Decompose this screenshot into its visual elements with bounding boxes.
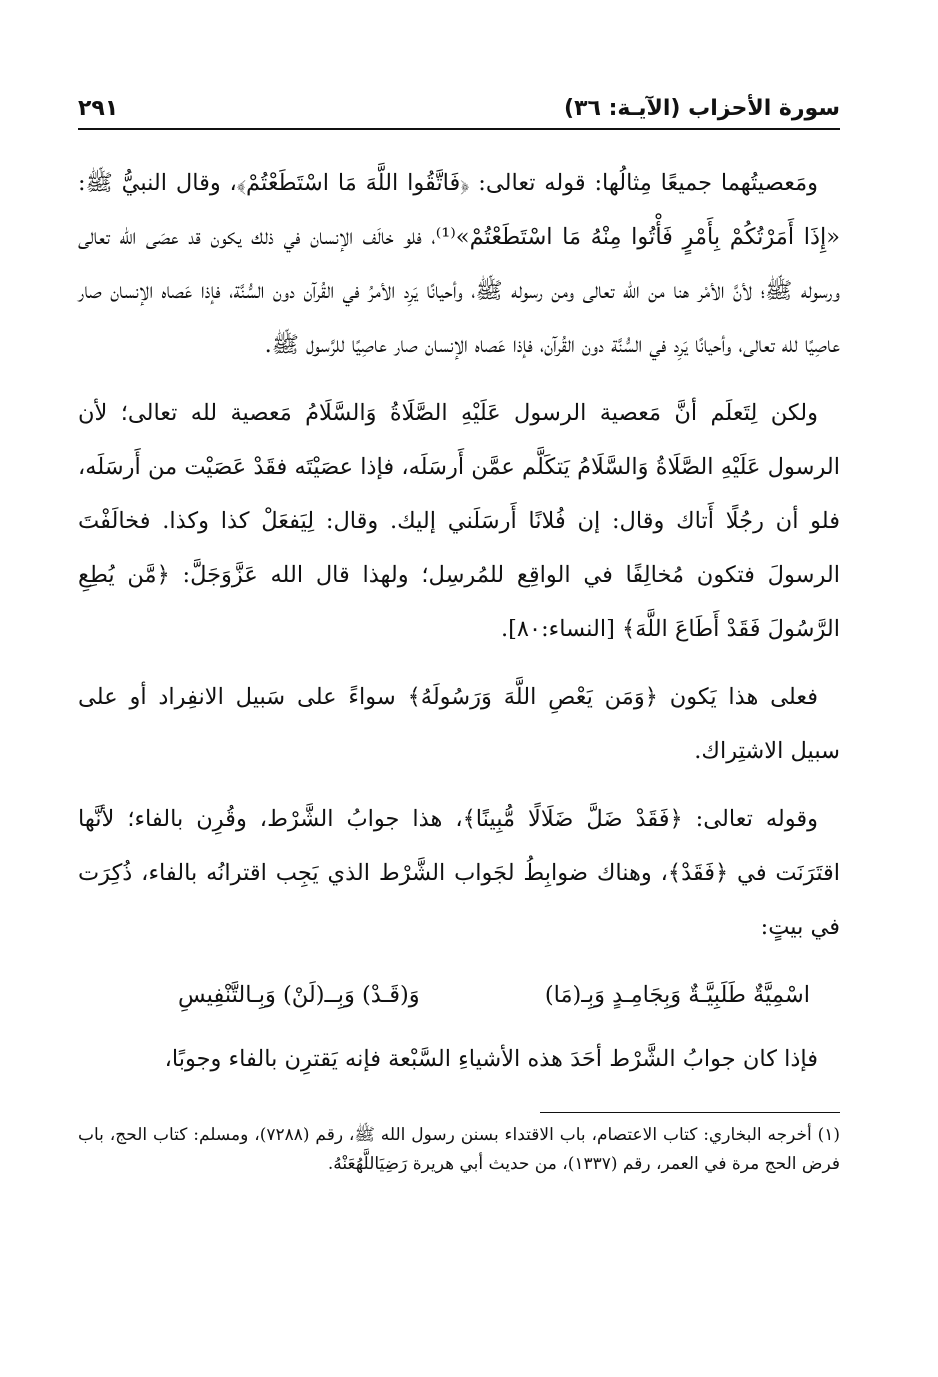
paragraph-1: ومَعصيتُهما جميعًا مِثالُها: قوله تعالى: ﴿فَاتَّقُوا اللَّهَ مَا اسْتَطَعْتُمْ﴾، وقال النبيُّ ﷺ: «إِذَا أَمَرْتُكُمْ بِأَمْرٍ فَأْتُوا مِنْهُ مَا اسْتَطَعْتُمْ»⁽¹⁾، فلو خالَف الإنسان في ذلك يكون قد عصَى الله تعالى ورسوله ﷺ؛ لأنَّ الأمْر هنا من الله تعالى ومن رسوله ﷺ، وأحيانًا يَرِد الأمرُ في القُرآن دون السُّنَّة، فإذا عَصاه الإنسان صار عاصِيًا لله تعالى، وأحيانًا يَرِد في السُّنَّة دون القُرآن، فإذا عَصاه الإنسان صار عاصِيًا للرَّسول ﷺ.: [78, 170, 840, 358]
footnote: (١) أخرجه البخاري: كتاب الاعتصام، باب الاقتداء بسنن رسول الله ﷺ، رقم (٧٢٨٨)، ومسلم: كتاب الحج، باب فرض الحج مرة في العمر، رقم (١٣٣٧)، من حديث أبي هريرة رَضِيَاللَّهُعَنْهُ.: [78, 1125, 840, 1174]
verse-second-hemistich: وَ(قَـدْ) وَبِــ(لَنْ) وَبِـالتَّنْفِيسِ: [178, 982, 420, 1008]
book-page: [78, 88, 840, 1338]
poetry-verse: [78, 968, 840, 1022]
verse-first-hemistich: اسْمِيَّةٌ طَلَبِيَّـةٌ وَبِجَامِـدٍ وَبِـ(مَا): [544, 982, 810, 1008]
paragraph-4: وقوله تعالى: ﴿فَقَدْ ضَلَّ ضَلَالًا مُّبِينًا﴾، هذا جوابُ الشَّرْط، وقُرِن بالفاء؛ لأنَّها اقتَرَنَت في ﴿فَقَدْ﴾، وهناك ضوابِطُ لجَواب الشَّرْط الذي يَجِب اقترانُه بالفاء، ذُكِرَت في بيتٍ:: [78, 806, 840, 940]
running-title: سورة الأحزاب (الآيـة: ٣٦): [564, 96, 840, 121]
paragraph-3: فعلى هذا يَكون ﴿وَمَن يَعْصِ اللَّهَ وَرَسُولَهُ﴾ سواءً على سَبيل الانفِراد أو على سبيل الاشتِراك.: [78, 684, 840, 764]
paragraph-2: ولكن لِتَعلَم أنَّ مَعصية الرسول عَلَيْهِ الصَّلَاةُ وَالسَّلَامُ مَعصية لله تعالى؛ لأن الرسول عَلَيْهِ الصَّلَاةُ وَالسَّلَامُ يَتكَلَّم عمَّن أَرسَلَه، فإذا عصَيْتَه فقَدْ عَصَيْت من أَرسَلَه، فلو أن رجُلًا أَتاك وقال: إن فُلانًا أَرسَلَني إليك. وقال: لِيَفعَلْ كذا وكذا. فخالَفْتَ الرسولَ فتكون مُخالِفًا في الواقِع للمُرسِل؛ ولهذا قال الله عَزَّوَجَلَّ: ﴿مَّن يُطِعِ الرَّسُولَ فَقَدْ أَطَاعَ اللَّهَ﴾ [النساء:٨٠].: [78, 400, 840, 642]
page-number: ٢٩١: [78, 96, 119, 121]
page-header: [78, 88, 840, 130]
footnote-separator: [540, 1112, 840, 1113]
main-text: [78, 156, 840, 1086]
paragraph-5: فإذا كان جوابُ الشَّرْط أحَدَ هذه الأشياءِ السَّبْعة فإنه يَقترِن بالفاء وجوبًا،: [164, 1046, 818, 1072]
